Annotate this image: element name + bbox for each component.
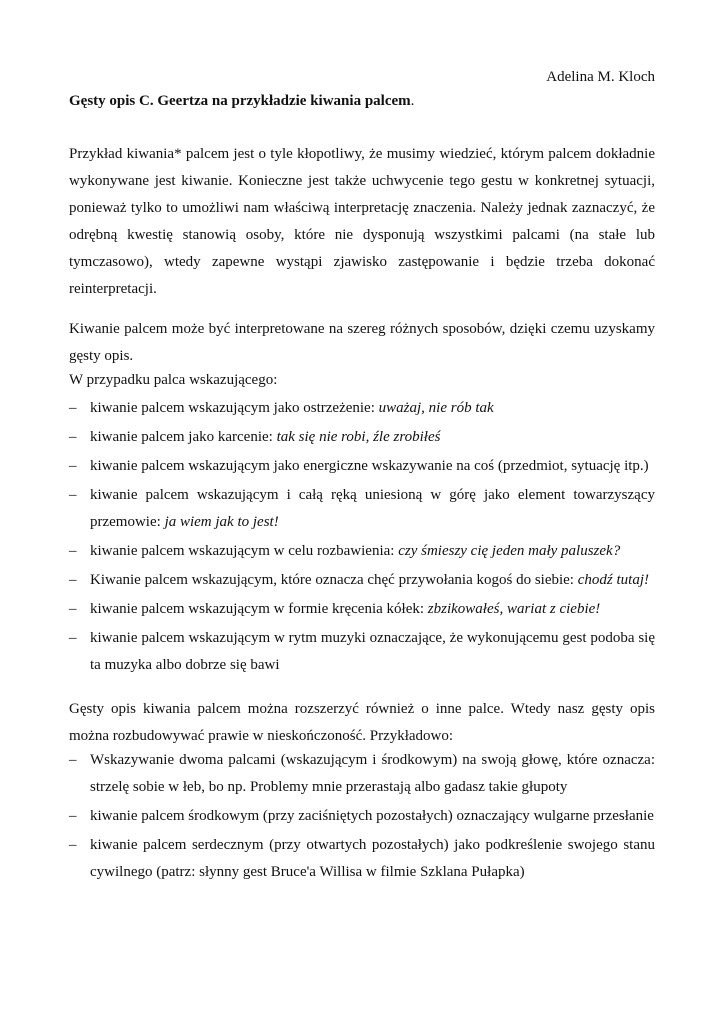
list-item-text: Kiwanie palcem wskazującym, które oznacza chęć przywołania kogoś do siebie: — [90, 572, 578, 588]
list-item — [69, 803, 655, 830]
list-dash: – — [69, 543, 77, 559]
list-dash: – — [69, 400, 77, 416]
title-period: . — [410, 93, 415, 109]
list-dash: – — [69, 630, 77, 646]
index-finger-list — [69, 395, 655, 679]
other-fingers-list — [69, 747, 655, 886]
paragraph-other-fingers: Gęsty opis kiwania palcem można rozszerzyć również o inne palce. Wtedy nasz gęsty opis można rozbudowywać prawie w nieskończoność. Przykładowo: — [69, 701, 655, 744]
list-item-text: kiwanie palcem wskazującym w celu rozbawienia: — [90, 543, 399, 559]
list-item — [69, 538, 655, 565]
paragraph-interpretations: Kiwanie palcem może być interpretowane na szereg różnych sposobów, dzięki czemu uzyskamy gęsty opis. — [69, 321, 655, 364]
list-item-quote: czy śmieszy cię jeden mały paluszek? — [398, 543, 621, 559]
list-item — [69, 567, 655, 594]
list-dash: – — [69, 487, 77, 503]
paragraph-intro: Przykład kiwania* palcem jest o tyle kłopotliwy, że musimy wiedzieć, którym palcem dokładnie wykonywane jest kiwanie. Konieczne jest także uchwycenie tego gestu w konkretnej sytuacji, ponieważ tylko to umożliwi nam właściwą interpretację znaczenia. Należy jednak zaznaczyć, że odrębną kwestię stanowią osoby, które nie dysponują wszystkimi palcami (na stałe lub tymczasowo), wtedy zapewne wystąpi zjawisko zastępowanie i będzie trzeba dokonać reinterpretacji. — [69, 146, 655, 297]
list-item-text: kiwanie palcem wskazującym i całą ręką uniesioną w górę jako element towarzyszący przemowie: — [90, 487, 655, 530]
list-item — [69, 832, 655, 886]
list-item-text: kiwanie palcem serdecznym (przy otwartych pozostałych) jako podkreślenie swojego stanu cywilnego (patrz: słynny gest Bruce'a Willisa w filmie Szklana Pułapka) — [90, 837, 655, 880]
list-item — [69, 424, 655, 451]
list-item — [69, 453, 655, 480]
document-title — [69, 93, 414, 110]
list-item — [69, 395, 655, 422]
list-item-quote: tak się nie robi, źle zrobiłeś — [276, 429, 441, 445]
title-text: Gęsty opis C. Geertza na przykładzie kiwania palcem — [69, 93, 411, 109]
list-dash: – — [69, 601, 77, 617]
list-dash: – — [69, 837, 77, 853]
list-dash: – — [69, 458, 77, 474]
list-item-text: kiwanie palcem środkowym (przy zaciśniętych pozostałych) oznaczający wulgarne przesłanie — [90, 808, 654, 824]
list-item — [69, 596, 655, 623]
list-dash: – — [69, 808, 77, 824]
list-item — [69, 625, 655, 679]
list-dash: – — [69, 572, 77, 588]
list-item-text: kiwanie palcem wskazującym w rytm muzyki oznaczające, że wykonującemu gest podoba się ta muzyka albo dobrze się bawi — [90, 630, 655, 673]
list-dash: – — [69, 752, 77, 768]
list-item-text: kiwanie palcem jako karcenie: — [90, 429, 277, 445]
list-item-quote: uważaj, nie rób tak — [378, 400, 494, 416]
list-item-text: kiwanie palcem wskazującym jako ostrzeżenie: — [90, 400, 379, 416]
list-item — [69, 747, 655, 801]
list-item-quote: chodź tutaj! — [577, 572, 649, 588]
list-item-quote: ja wiem jak to jest! — [164, 514, 279, 530]
list-dash: – — [69, 429, 77, 445]
list-item-text: kiwanie palcem wskazującym w formie kręcenia kółek: — [90, 601, 428, 617]
list-item-text: Wskazywanie dwoma palcami (wskazującym i środkowym) na swoją głowę, które oznacza: strzelę sobie w łeb, bo np. Problemy mnie przerastają albo gadasz takie głupoty — [90, 752, 655, 795]
list-item-text: kiwanie palcem wskazującym jako energiczne wskazywanie na coś (przedmiot, sytuację itp.) — [90, 458, 649, 474]
list-item — [69, 482, 655, 536]
paragraph-index-finger-heading: W przypadku palca wskazującego: — [69, 372, 278, 388]
author-name: Adelina M. Kloch — [546, 69, 655, 85]
list-item-quote: zbzikowałeś, wariat z ciebie! — [427, 601, 601, 617]
